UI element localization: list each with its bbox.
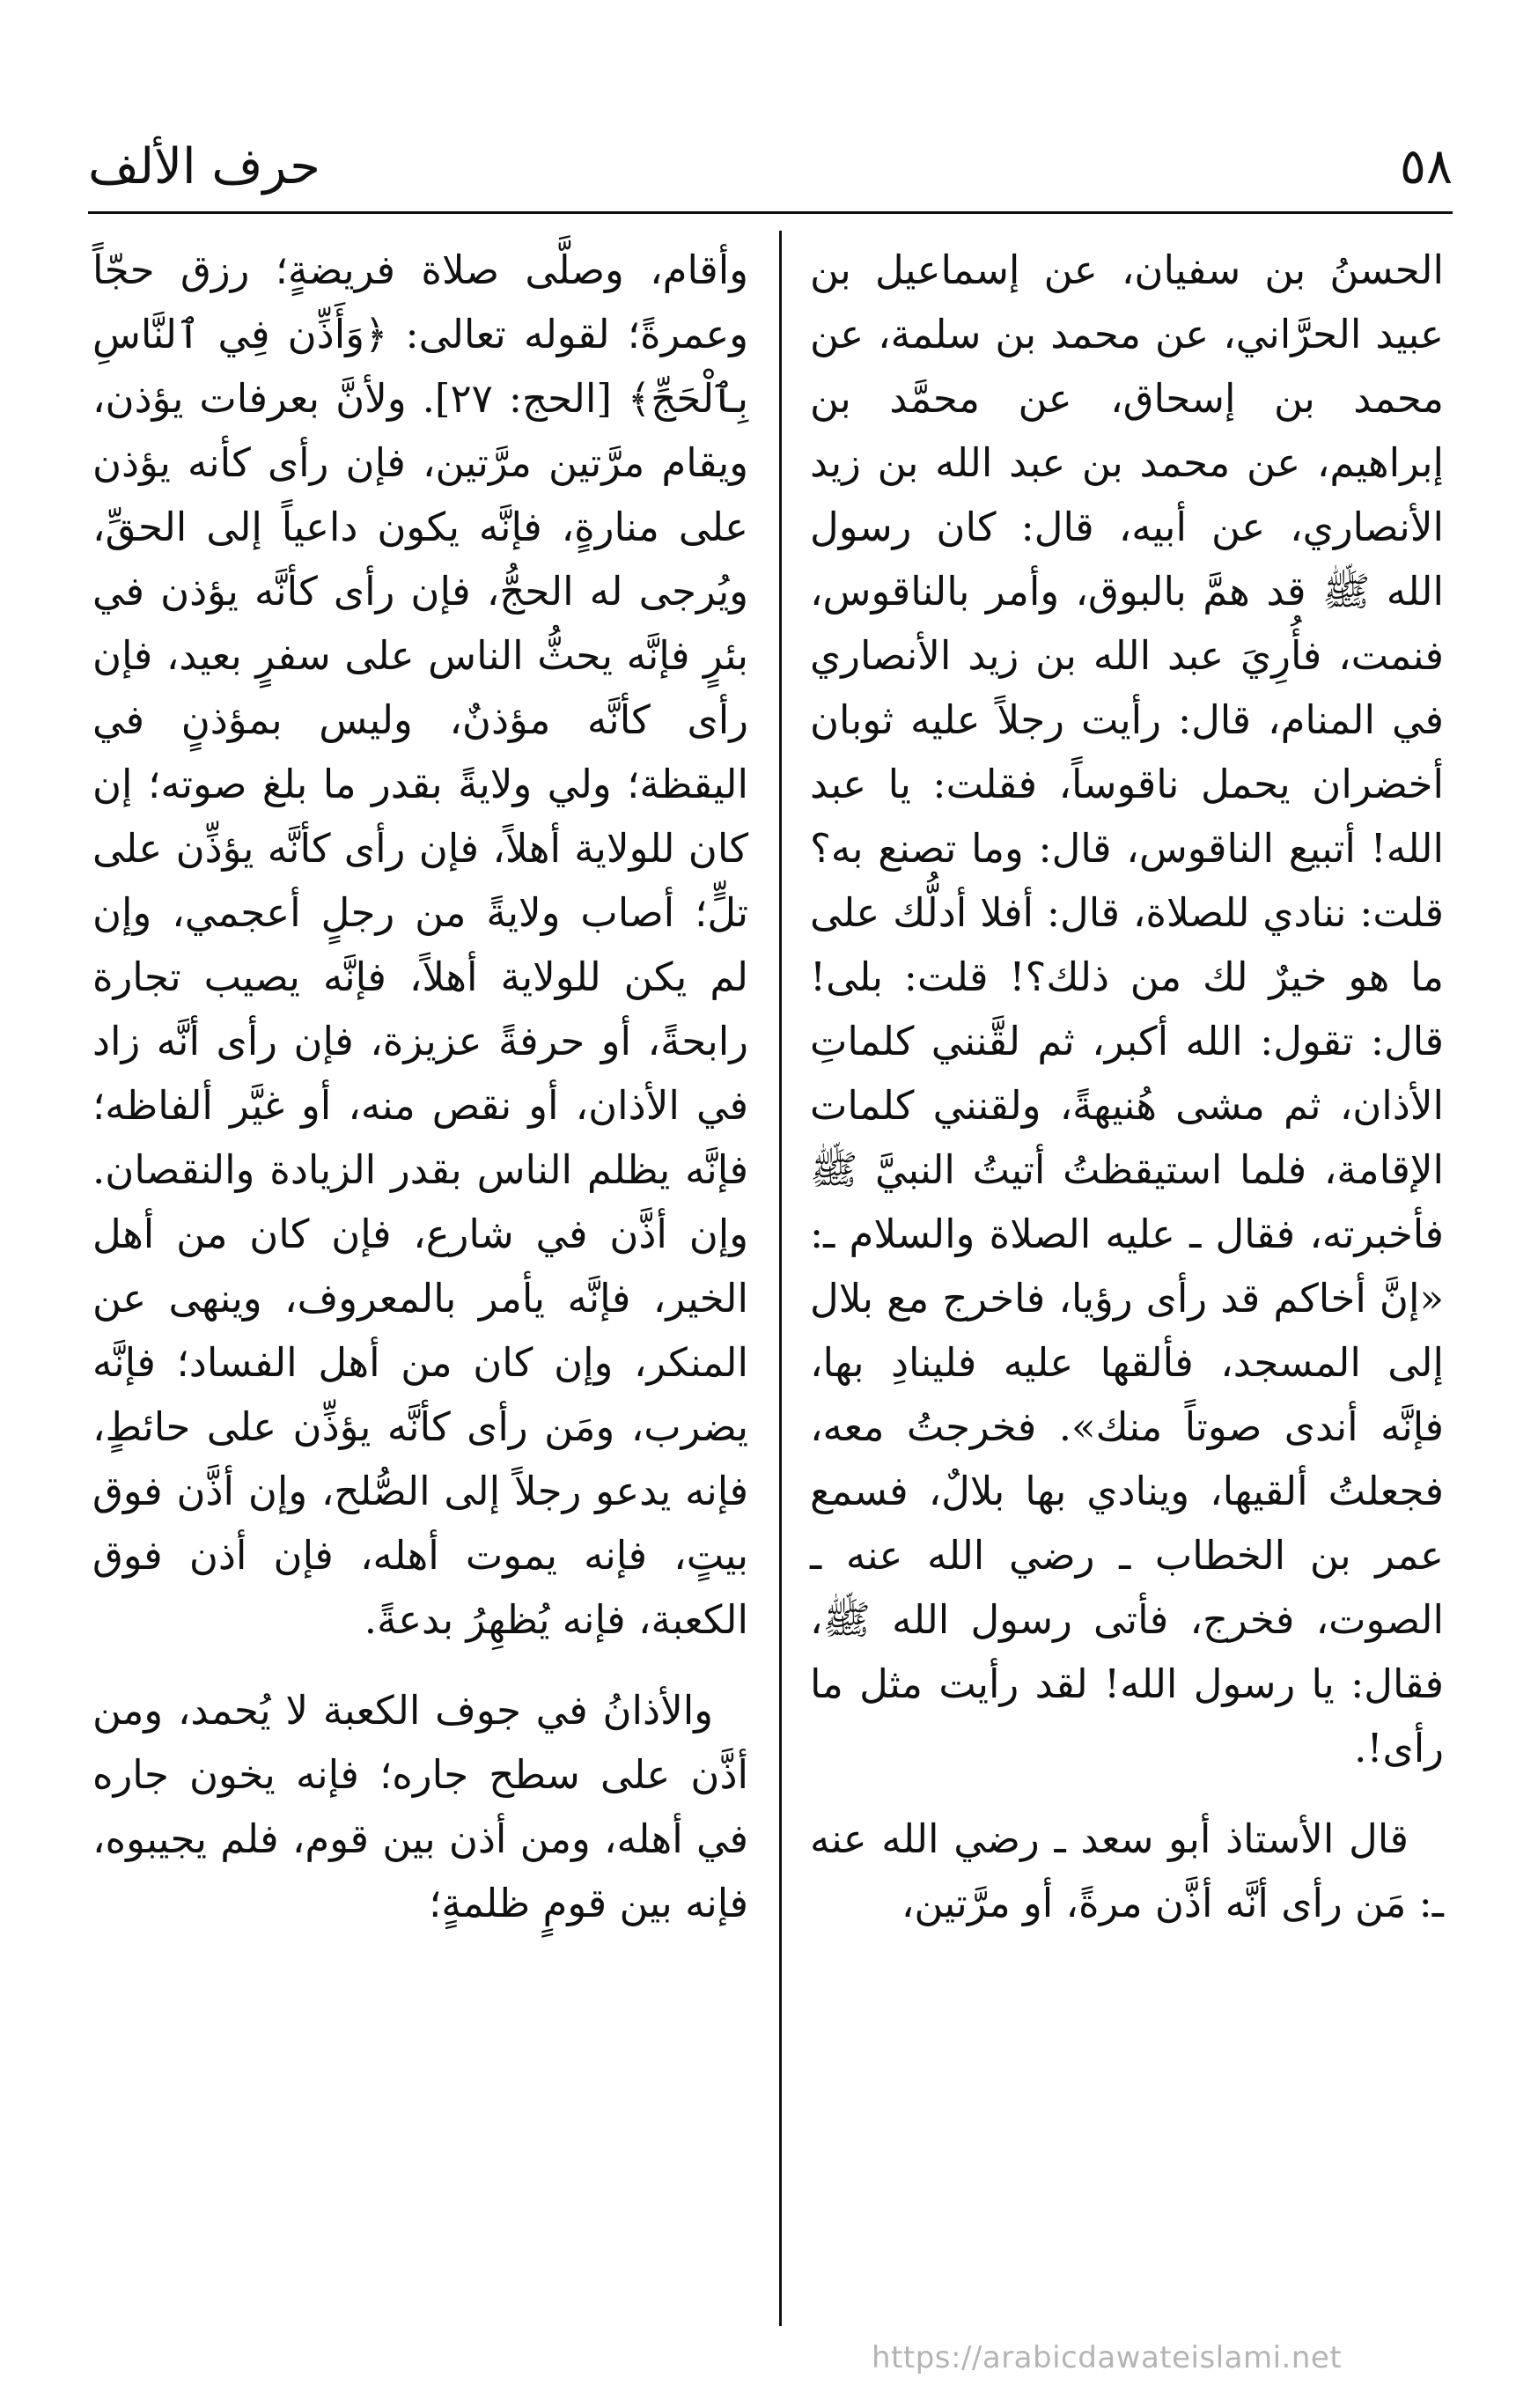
right-column bbox=[810, 238, 1444, 1935]
paragraph: وأقام، وصلَّى صلاة فريضةٍ؛ رزق حجّاً وعمرةً؛ لقوله تعالى: ﴿وَأَذِّن فِي ٱلنَّاسِ بِٱلْحَجِّ﴾ [الحج: ٢٧]. ولأنَّ بعرفات يؤذن، ويقام مرَّتين مرَّتين، فإن رأى كأنه يؤذن على منارةٍ، فإنَّه يكون داعياً إلى الحقِّ، ويُرجى له الحجُّ، فإن رأى كأنَّه يؤذن في بئرٍ فإنَّه يحثُّ الناس على سفرٍ بعيد، فإن رأى كأنَّه مؤذنٌ، وليس بمؤذنٍ في اليقظة؛ ولي ولايةً بقدر ما بلغ صوته؛ إن كان للولاية أهلاً، فإن رأى كأنَّه يؤذِّن على تلٍّ؛ أصاب ولايةً من رجلٍ أعجمي، وإن لم يكن للولاية أهلاً، فإنَّه يصيب تجارة رابحةً، أو حرفةً عزيزة، فإن رأى أنَّه زاد في الأذان، أو نقص منه، أو غيَّر ألفاظه؛ فإنَّه يظلم الناس بقدر الزيادة والنقصان. وإن أذَّن في شارع، فإن كان من أهل الخير، فإنَّه يأمر بالمعروف، وينهى عن المنكر، وإن كان من أهل الفساد؛ فإنَّه يضرب، ومَن رأى كأنَّه يؤذِّن على حائطٍ، فإنه يدعو رجلاً إلى الصُّلح، وإن أذَّن فوق بيتٍ، فإنه يموت أهله، فإن أذن فوق الكعبة، فإنه يُظهِرُ بدعةً. bbox=[92, 247, 749, 1643]
paragraph: الحسنُ بن سفيان، عن إسماعيل بن عبيد الحرَّاني، عن محمد بن سلمة، عن محمد بن إسحاق، عن محمَّد بن إبراهيم، عن محمد بن عبد الله بن زيد الأنصاري، عن أبيه، قال: كان رسول الله ﷺ قد همَّ بالبوق، وأمر بالناقوس، فنمت، فأُرِيَ عبد الله بن زيد الأنصاري في المنام، قال: رأيت رجلاً عليه ثوبان أخضران يحمل ناقوساً، فقلت: يا عبد الله! أتبيع الناقوس، قال: وما تصنع به؟ قلت: ننادي للصلاة، قال: أفلا أدلُّك على ما هو خيرٌ لك من ذلك؟! قلت: بلى! قال: تقول: الله أكبر، ثم لقَّنني كلماتِ الأذان، ثم مشى هُنيهةً، ولقنني كلمات الإقامة، فلما استيقظتُ أتيتُ النبيَّ ﷺ فأخبرته، فقال ـ عليه الصلاة والسلام ـ: «إنَّ أخاكم قد رأى رؤيا، فاخرج مع بلال إلى المسجد، فألقها عليه فلينادِ بها، فإنَّه أندى صوتاً منك». فخرجتُ معه، فجعلتُ ألقيها، وينادي بها بلالٌ، فسمع عمر بن الخطاب ـ رضي الله عنه ـ الصوت، فخرج، فأتى رسول الله ﷺ، فقال: يا رسول الله! لقد رأيت مثل ما رأى!. bbox=[810, 247, 1444, 1771]
paragraph: قال الأستاذ أبو سعد ـ رضي الله عنه ـ: مَن رأى أنَّه أذَّن مرةً، أو مرَّتين، bbox=[810, 1815, 1444, 1926]
paragraph: والأذانُ في جوف الكعبة لا يُحمد، ومن أذَّن على سطح جاره؛ فإنه يخون جاره في أهله، ومن أذن بين قوم، فلم يجيبوه، فإنه بين قومٍ ظلمةٍ؛ bbox=[92, 1687, 748, 1926]
header-rule bbox=[88, 211, 1453, 214]
column-divider bbox=[779, 231, 782, 2326]
page-number: ٥٨ bbox=[1399, 138, 1453, 195]
page-header bbox=[88, 132, 1453, 203]
left-column bbox=[92, 238, 748, 1935]
watermark-url: https://arabicdawateislami.net bbox=[872, 2340, 1343, 2375]
running-title: حرف الألف bbox=[88, 138, 320, 195]
